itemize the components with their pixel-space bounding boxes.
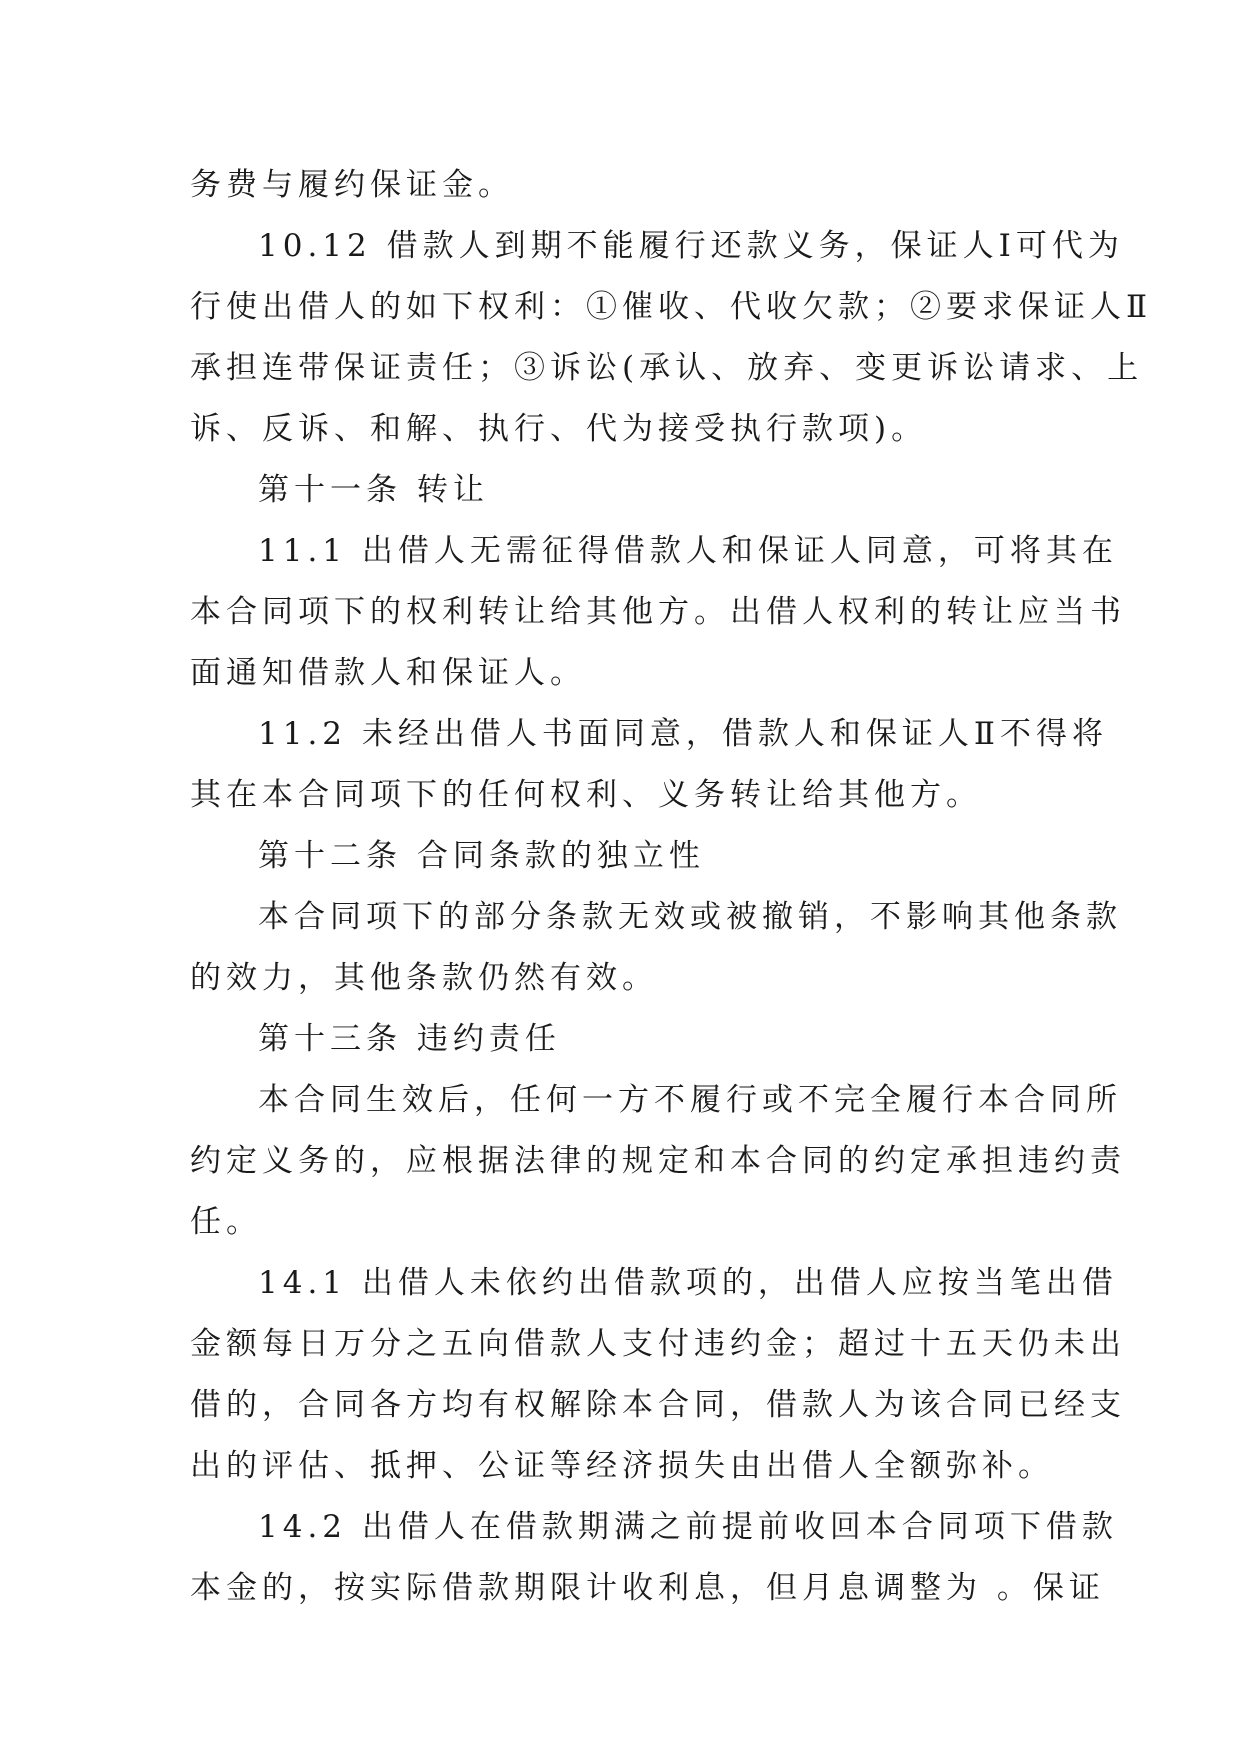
text-line: 金额每日万分之五向借款人支付违约金；超过十五天仍未出 xyxy=(190,1326,1126,1362)
text-line: 14.2 出借人在借款期满之前提前收回本合同项下借款 xyxy=(258,1509,1118,1545)
text-line: 其在本合同项下的任何权利、义务转让给其他方。 xyxy=(190,777,982,813)
text-line: 本合同项下的部分条款无效或被撤销，不影响其他条款 xyxy=(258,899,1122,935)
text-line: 约定义务的，应根据法律的规定和本合同的约定承担违约责 xyxy=(190,1143,1126,1179)
section-heading: 第十二条 合同条款的独立性 xyxy=(258,838,705,874)
text-line: 本合同项下的权利转让给其他方。出借人权利的转让应当书 xyxy=(190,594,1126,630)
section-heading: 第十一条 转让 xyxy=(258,472,489,508)
text-line: 任。 xyxy=(190,1204,262,1240)
document-body xyxy=(190,155,1153,1619)
text-line: 的效力，其他条款仍然有效。 xyxy=(190,960,658,996)
text-line: 出的评估、抵押、公证等经济损失由出借人全额弥补。 xyxy=(190,1448,1054,1484)
section-heading: 第十三条 违约责任 xyxy=(258,1021,561,1057)
text-line: 面通知借款人和保证人。 xyxy=(190,655,586,691)
text-line: 本金的，按实际借款期限计收利息，但月息调整为 。保证 xyxy=(190,1570,1105,1606)
text-line: 借的，合同各方均有权解除本合同，借款人为该合同已经支 xyxy=(190,1387,1126,1423)
text-line: 14.1 出借人未依约出借款项的，出借人应按当笔出借 xyxy=(258,1265,1118,1301)
text-line: 10.12 借款人到期不能履行还款义务，保证人Ⅰ可代为 xyxy=(258,228,1124,264)
text-line: 承担连带保证责任；③诉讼(承认、放弃、变更诉讼请求、上 xyxy=(190,350,1144,386)
text-line: 诉、反诉、和解、执行、代为接受执行款项)。 xyxy=(190,411,928,447)
text-line: 11.2 未经出借人书面同意，借款人和保证人Ⅱ不得将 xyxy=(258,716,1108,752)
text-line: 务费与履约保证金。 xyxy=(190,167,514,203)
text-line: 11.1 出借人无需征得借款人和保证人同意，可将其在 xyxy=(258,533,1118,569)
text-line: 行使出借人的如下权利：①催收、代收欠款；②要求保证人Ⅱ xyxy=(190,289,1153,325)
text-line: 本合同生效后，任何一方不履行或不完全履行本合同所 xyxy=(258,1082,1122,1118)
